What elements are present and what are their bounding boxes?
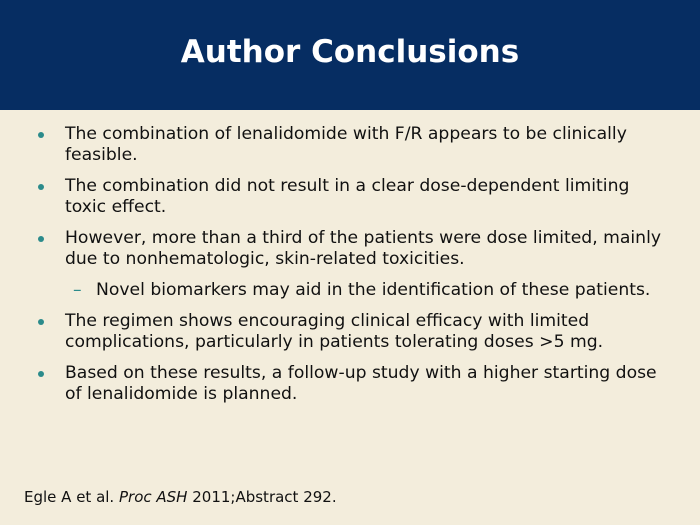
bullet-text: The combination of lenalidomide with F/R appears to be clinically feasible. xyxy=(65,124,627,165)
bullet-text: However, more than a third of the patients were dose limited, mainly due to nonhematologic, skin-related toxicities. xyxy=(65,228,662,269)
slide-title: Author Conclusions xyxy=(180,34,520,70)
sub-bullet-text: Novel biomarkers may aid in the identification of these patients. xyxy=(96,280,651,300)
bullet-item xyxy=(0,176,700,218)
bullet-dot-icon xyxy=(38,184,44,190)
title-banner xyxy=(0,0,700,110)
bullet-text: The regimen shows encouraging clinical efficacy with limited complications, particularly in patients tolerating doses >5 mg. xyxy=(65,311,604,352)
bullet-dot-icon xyxy=(38,236,44,242)
bullet-item xyxy=(0,363,700,405)
bullet-list xyxy=(0,124,700,415)
citation xyxy=(24,488,337,506)
bullet-dot-icon xyxy=(38,132,44,138)
dash-icon: – xyxy=(73,280,82,300)
bullet-item xyxy=(0,228,700,270)
bullet-dot-icon xyxy=(38,371,44,377)
citation-authors: Egle A et al. xyxy=(24,488,115,506)
bullet-item xyxy=(0,311,700,353)
citation-details: 2011;Abstract 292. xyxy=(192,488,337,506)
bullet-item xyxy=(0,124,700,166)
bullet-text: Based on these results, a follow-up study with a higher starting dose of lenalidomide is planned. xyxy=(65,363,657,404)
bullet-text: The combination did not result in a clear dose-dependent limiting toxic effect. xyxy=(65,176,630,217)
citation-journal: Proc ASH xyxy=(118,488,188,506)
sub-bullet-item xyxy=(0,280,700,301)
bullet-dot-icon xyxy=(38,319,44,325)
